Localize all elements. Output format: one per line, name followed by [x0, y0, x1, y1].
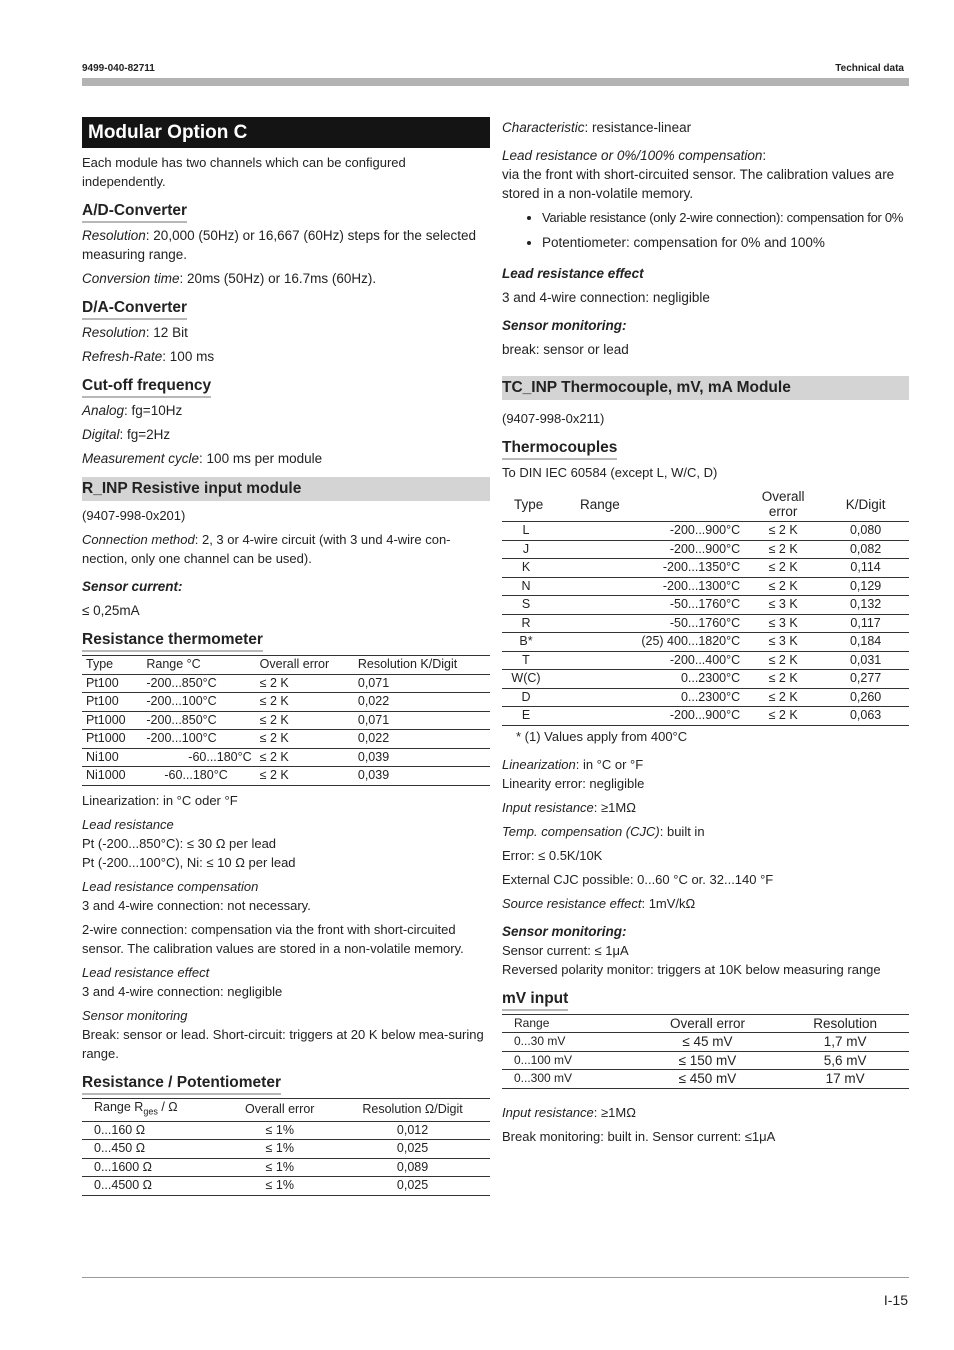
table-cell: -200...850°C — [142, 711, 255, 730]
rt-lrc-text1: 3 and 4-wire connection: not necessary. — [82, 897, 311, 913]
table-header-row — [82, 656, 490, 675]
table-row — [502, 1033, 909, 1052]
table-cell: ≤ 450 mV — [634, 1070, 782, 1089]
da-converter-heading: D/A-Converter — [82, 298, 187, 320]
table-row — [82, 693, 490, 712]
tc-sensor-current: Sensor current: ≤ 1μA — [502, 942, 629, 958]
table-row — [502, 1070, 909, 1089]
table-cell: -200...1350°C — [550, 559, 744, 578]
table-header-row — [502, 1014, 909, 1033]
table-cell: 0...4500 Ω — [82, 1177, 224, 1196]
table-row — [502, 596, 909, 615]
table-row — [82, 1121, 490, 1140]
table-cell: ≤ 1% — [224, 1158, 335, 1177]
table-cell: 0,184 — [822, 633, 909, 652]
table-cell: -200...1300°C — [550, 577, 744, 596]
thermocouples-footnote: * (1) Values apply from 400°C — [516, 728, 688, 744]
mv-input-heading: mV input — [502, 989, 568, 1011]
table-cell: ≤ 2 K — [744, 559, 822, 578]
table-cell: E — [502, 707, 550, 726]
characteristic: Characteristic: resistance-linear — [502, 120, 692, 135]
tcinp-section-heading: TC_INP Thermocouple, mV, mA Module — [502, 376, 909, 400]
column-header: Overall error — [224, 1098, 335, 1121]
table-row — [502, 577, 909, 596]
intro-text: Each module has two channels which can be configured independently. — [82, 155, 406, 189]
table-cell: ≤ 2 K — [256, 748, 354, 767]
table-cell: 0,025 — [335, 1177, 490, 1196]
column-header: Range — [502, 1014, 634, 1033]
table-cell: 0,025 — [335, 1140, 490, 1159]
table-cell: 0...2300°C — [550, 688, 744, 707]
table-cell: 0...300 mV — [502, 1070, 634, 1089]
table-cell: 0...100 mV — [502, 1051, 634, 1070]
table-row — [502, 633, 909, 652]
table-cell: R — [502, 614, 550, 633]
list-item: • Variable resistance (only 2-wire connection): compensation for 0% — [542, 205, 909, 230]
table-cell: ≤ 2 K — [744, 670, 822, 689]
table-cell: ≤ 3 K — [744, 633, 822, 652]
thermocouples-table — [502, 487, 909, 726]
table-cell: -200...100°C — [142, 730, 255, 749]
ad-resolution: Resolution: 20,000 (50Hz) or 16,667 (60Hz) steps for the selected measuring range. — [82, 228, 476, 262]
table-cell: Pt100 — [82, 693, 142, 712]
lre-text: 3 and 4-wire connection: negligible — [502, 290, 710, 305]
table-cell: 0,114 — [822, 559, 909, 578]
table-cell: (25) 400...1820°C — [550, 633, 744, 652]
table-cell: J — [502, 540, 550, 559]
rt-sensor-monitoring-text: Break: sensor or lead. Short-circuit: triggers at 20 K below mea-suring range. — [82, 1026, 484, 1061]
table-cell: -200...100°C — [142, 693, 255, 712]
table-cell: ≤ 2 K — [256, 730, 354, 749]
tc-cjc: Temp. compensation (CJC): built in — [502, 823, 705, 839]
table-row — [502, 670, 909, 689]
table-cell: -200...400°C — [550, 651, 744, 670]
column-header: Overall error — [744, 487, 822, 522]
column-header: Range $R_{ges}$ / Ω — [82, 1098, 224, 1121]
rinp-connection-method: Connection method: 2, 3 or 4-wire circuit (with 3 und 4-wire con-nection, only one channel can be used). — [82, 532, 451, 566]
da-refresh-rate: Refresh-Rate: 100 ms — [82, 349, 215, 364]
table-cell: ≤ 2 K — [744, 522, 822, 541]
table-row — [82, 1158, 490, 1177]
tc-linearity-error: Linearity error: negligible — [502, 775, 645, 791]
ad-converter-heading: A/D-Converter — [82, 201, 187, 223]
table-cell: 0,089 — [335, 1158, 490, 1177]
table-cell: W(C) — [502, 670, 550, 689]
table-cell: ≤ 2 K — [256, 711, 354, 730]
table-cell: 0,039 — [354, 767, 490, 786]
rinp-part-number: (9407-998-0x201) — [82, 508, 186, 523]
table-cell: 0,022 — [354, 693, 490, 712]
resistance-potentiometer-heading: Resistance / Potentiometer — [82, 1073, 281, 1095]
column-header: Overall error — [256, 656, 354, 675]
rt-lrc-label: Lead resistance compensation — [82, 878, 259, 894]
tcinp-part-number: (9407-998-0x211) — [502, 411, 605, 426]
table-header-row — [82, 1098, 490, 1121]
table-cell: 0...2300°C — [550, 670, 744, 689]
rt-lrc-text2: 2-wire connection: compensation via the front with short-circuited sensor. The calibration values are stored in a non-volatile memory. — [82, 921, 464, 956]
table-header-row — [502, 487, 909, 522]
table-cell: -200...900°C — [550, 540, 744, 559]
mv-input-resistance: Input resistance: ≥1MΩ — [502, 1104, 636, 1120]
tc-sensor-monitoring-label: Sensor monitoring: — [502, 923, 627, 939]
table-row — [502, 559, 909, 578]
column-header: Type — [502, 487, 550, 522]
lrc-text: via the front with short-circuited sensor. The calibration values are stored in a non-volatile memory. — [502, 167, 895, 201]
footer-rule — [82, 1277, 909, 1278]
table-cell: ≤ 2 K — [256, 674, 354, 693]
table-cell: ≤ 2 K — [256, 767, 354, 786]
table-row — [82, 1140, 490, 1159]
table-cell: ≤ 2 K — [744, 651, 822, 670]
document-number: 9499-040-82711 — [82, 63, 155, 74]
rt-lead-resistance-ni: Pt (-200...100°C), Ni: ≤ 10 Ω per lead — [82, 854, 296, 870]
table-cell: ≤ 150 mV — [634, 1051, 782, 1070]
thermocouples-heading: Thermocouples — [502, 438, 617, 460]
table-cell: N — [502, 577, 550, 596]
table-cell: 0...30 mV — [502, 1033, 634, 1052]
table-cell: Ni1000 — [82, 767, 142, 786]
table-row — [82, 767, 490, 786]
mv-break-monitoring: Break monitoring: built in. Sensor current: ≤1μA — [502, 1128, 776, 1144]
table-cell: ≤ 3 K — [744, 614, 822, 633]
table-row — [502, 688, 909, 707]
tc-input-resistance: Input resistance: ≥1MΩ — [502, 799, 636, 815]
rt-linearization: Linearization: in °C oder °F — [82, 792, 238, 808]
column-header: Range — [550, 487, 744, 522]
table-cell: 0,063 — [822, 707, 909, 726]
table-cell: Pt1000 — [82, 711, 142, 730]
table-cell: S — [502, 596, 550, 615]
table-cell: ≤ 3 K — [744, 596, 822, 615]
tc-error: Error: ≤ 0.5K/10K — [502, 847, 603, 863]
cutoff-digital: Digital: fg=2Hz — [82, 427, 171, 442]
table-cell: ≤ 1% — [224, 1140, 335, 1159]
table-cell: 0,277 — [822, 670, 909, 689]
table-cell: 0,039 — [354, 748, 490, 767]
column-header: Resolution Ω/Digit — [335, 1098, 490, 1121]
ad-conversion-time: Conversion time: 20ms (50Hz) or 16.7ms (60Hz). — [82, 271, 377, 286]
table-row — [502, 707, 909, 726]
thermocouples-standard: To DIN IEC 60584 (except L, W/C, D) — [502, 465, 718, 480]
compensation-list — [502, 205, 909, 255]
table-cell: -200...850°C — [142, 674, 255, 693]
table-row — [502, 614, 909, 633]
table-cell: ≤ 2 K — [744, 540, 822, 559]
resistance-thermometer-heading: Resistance thermometer — [82, 630, 263, 652]
right-column — [502, 118, 909, 1146]
rt-lre-text: 3 and 4-wire connection: negligible — [82, 983, 283, 999]
table-row — [502, 540, 909, 559]
table-cell: 0,031 — [822, 651, 909, 670]
table-cell: ≤ 2 K — [744, 707, 822, 726]
rinp-sensor-current-value: ≤ 0,25mA — [82, 603, 140, 618]
sensor-monitoring-text: break: sensor or lead — [502, 342, 629, 357]
table-cell: 0...160 Ω — [82, 1121, 224, 1140]
tc-source-resistance-effect: Source resistance effect: 1mV/kΩ — [502, 895, 696, 911]
table-row — [82, 748, 490, 767]
table-row — [82, 674, 490, 693]
tc-reversed-polarity: Reversed polarity monitor: triggers at 10K below measuring range — [502, 961, 881, 977]
table-cell: ≤ 45 mV — [634, 1033, 782, 1052]
table-cell: 0,117 — [822, 614, 909, 633]
table-cell: 1,7 mV — [781, 1033, 909, 1052]
tc-external-cjc: External CJC possible: 0...60 °C or. 32...140 °F — [502, 871, 774, 887]
table-cell: 0,132 — [822, 596, 909, 615]
table-cell: -200...900°C — [550, 707, 744, 726]
table-cell: T — [502, 651, 550, 670]
table-cell: 0,071 — [354, 674, 490, 693]
left-column — [82, 117, 490, 1196]
table-cell: 0,260 — [822, 688, 909, 707]
table-cell: 5,6 mV — [781, 1051, 909, 1070]
table-cell: Ni100 — [82, 748, 142, 767]
page-number: I-15 — [883, 1292, 908, 1308]
table-cell: 0,012 — [335, 1121, 490, 1140]
table-cell: 0...450 Ω — [82, 1140, 224, 1159]
section-title: Technical data — [835, 63, 904, 74]
table-cell: 0,082 — [822, 540, 909, 559]
column-header: Resolution K/Digit — [354, 656, 490, 675]
column-header: Resolution — [781, 1014, 909, 1033]
column-header: K/Digit — [822, 487, 909, 522]
table-cell: -60...180°C — [142, 767, 255, 786]
table-row — [82, 730, 490, 749]
table-cell: D — [502, 688, 550, 707]
header-rule — [82, 78, 909, 86]
lre-label: Lead resistance effect — [502, 266, 644, 281]
column-header: Type — [82, 656, 142, 675]
table-cell: B* — [502, 633, 550, 652]
table-cell: Pt1000 — [82, 730, 142, 749]
resistance-potentiometer-table — [82, 1098, 490, 1196]
table-cell: -50...1760°C — [550, 596, 744, 615]
rt-sensor-monitoring-label: Sensor monitoring — [82, 1007, 188, 1023]
table-cell: ≤ 1% — [224, 1121, 335, 1140]
table-cell: -50...1760°C — [550, 614, 744, 633]
table-row — [502, 1051, 909, 1070]
sensor-monitoring-label: Sensor monitoring: — [502, 318, 627, 333]
table-cell: 0,022 — [354, 730, 490, 749]
column-header: Overall error — [634, 1014, 782, 1033]
cutoff-heading: Cut-off frequency — [82, 376, 211, 398]
list-item: • Potentiometer: compensation for 0% and 100% — [542, 230, 909, 255]
cutoff-analog: Analog: fg=10Hz — [82, 403, 183, 418]
table-cell: ≤ 2 K — [744, 577, 822, 596]
lrc-label: Lead resistance or 0%/100% compensation: — [502, 148, 767, 163]
table-cell: 0,129 — [822, 577, 909, 596]
table-cell: Pt100 — [82, 674, 142, 693]
table-row — [82, 711, 490, 730]
table-cell: L — [502, 522, 550, 541]
tc-linearization: Linearization: in °C or °F — [502, 756, 644, 772]
table-row — [502, 522, 909, 541]
table-cell: 0...1600 Ω — [82, 1158, 224, 1177]
table-row — [82, 1177, 490, 1196]
table-cell: K — [502, 559, 550, 578]
page-title: Modular Option C — [82, 117, 490, 148]
rt-lead-resistance-label: Lead resistance — [82, 816, 174, 832]
table-cell: 17 mV — [781, 1070, 909, 1089]
table-cell: -200...900°C — [550, 522, 744, 541]
rinp-sensor-current-label: Sensor current: — [82, 579, 183, 594]
column-header: Range °C — [142, 656, 255, 675]
cutoff-measurement-cycle: Measurement cycle: 100 ms per module — [82, 451, 323, 466]
mv-input-table — [502, 1014, 909, 1089]
resistance-thermometer-table — [82, 655, 490, 786]
table-cell: ≤ 2 K — [744, 688, 822, 707]
rt-lead-resistance-pt: Pt (-200...850°C): ≤ 30 Ω per lead — [82, 835, 277, 851]
rt-lre-label: Lead resistance effect — [82, 964, 210, 980]
table-cell: 0,080 — [822, 522, 909, 541]
rinp-section-heading: R_INP Resistive input module — [82, 477, 490, 501]
table-cell: ≤ 2 K — [256, 693, 354, 712]
da-resolution: Resolution: 12 Bit — [82, 325, 188, 340]
table-cell: -60...180°C — [142, 748, 255, 767]
table-cell: ≤ 1% — [224, 1177, 335, 1196]
table-row — [502, 651, 909, 670]
table-cell: 0,071 — [354, 711, 490, 730]
